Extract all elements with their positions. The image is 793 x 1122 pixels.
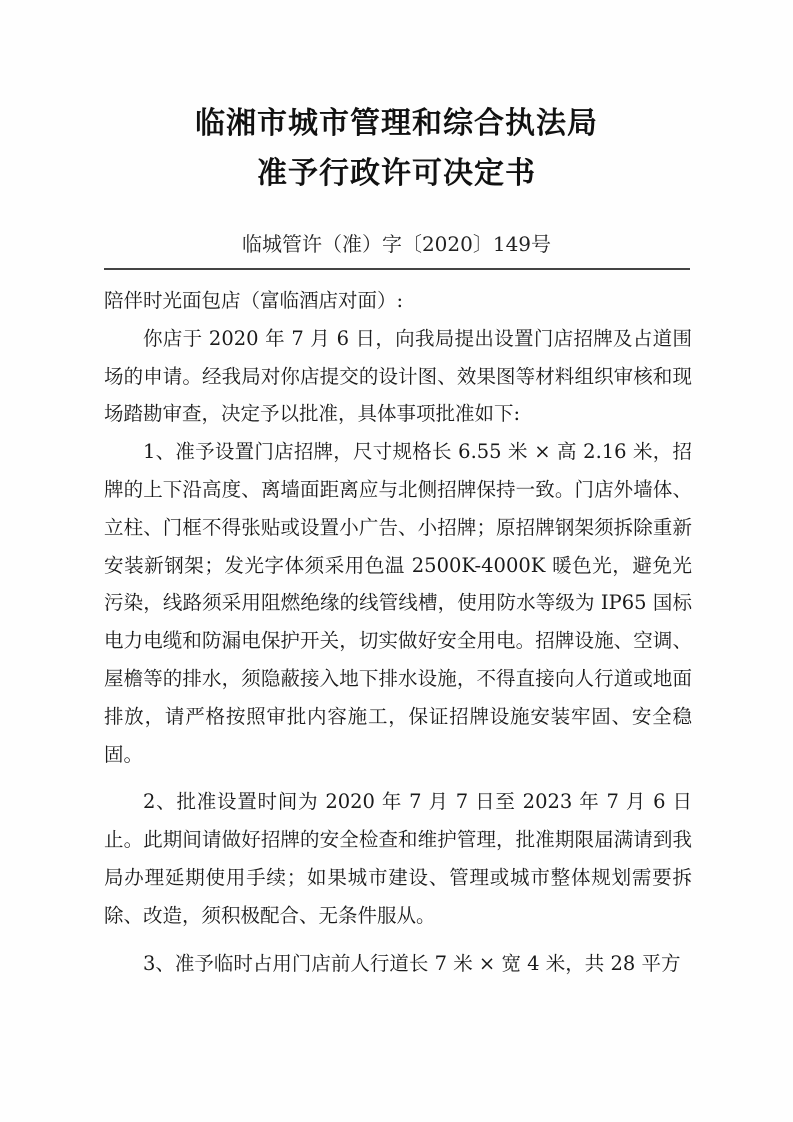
header-divider [104, 268, 690, 270]
intro-paragraph: 你店于 2020 年 7 月 6 日，向我局提出设置门店招牌及占道围场的申请。经我局对你店提交的设计图、效果图等材料组织审核和现场踏勘审查，决定予以批准，具体事项批准如下: [104, 326, 692, 426]
item-3-paragraph: 3、准予临时占用门店前人行道长 7 米 × 宽 4 米，共 28 平方 [143, 951, 681, 975]
document-body [104, 282, 692, 982]
agency-name: 临湘市城市管理和综合执法局 [195, 106, 598, 141]
document-number: 临城管许（准）字〔2020〕149号 [241, 232, 552, 256]
document-title: 准予行政许可决定书 [257, 156, 536, 191]
addressee: 陪伴时光面包店（富临酒店对面）: [104, 289, 404, 312]
item-1-paragraph: 1、准予设置门店招牌，尺寸规格长 6.55 米 × 高 2.16 米，招牌的上下沿高度、离墙面距离应与北侧招牌保持一致。门店外墙体、立柱、门框不得张贴或设置小广告、小招牌；原招牌钢架须拆除重新安装新钢架；发光字体须采用色温 2500K-4000K 暖色光，避免光污染，线路须采用阻燃绝缘的线管线槽，使用防水等级为 IP65 国标电力电缆和防漏电保护开关，切实做好安全用电。招牌设施、空调、屋檐等的排水，须隐蔽接入地下排水设施，不得直接向人行道或地面排放，请严格按照审批内容施工，保证招牌设施安装牢固、安全稳固。 [104, 440, 692, 766]
item-2-paragraph: 2、批准设置时间为 2020 年 7 月 7 日至 2023 年 7 月 6 日止。此期间请做好招牌的安全检查和维护管理，批准期限届满请到我局办理延期使用手续；如果城市建设、管理或城市整体规划需要拆除、改造，须积极配合、无条件服从。 [104, 790, 692, 927]
